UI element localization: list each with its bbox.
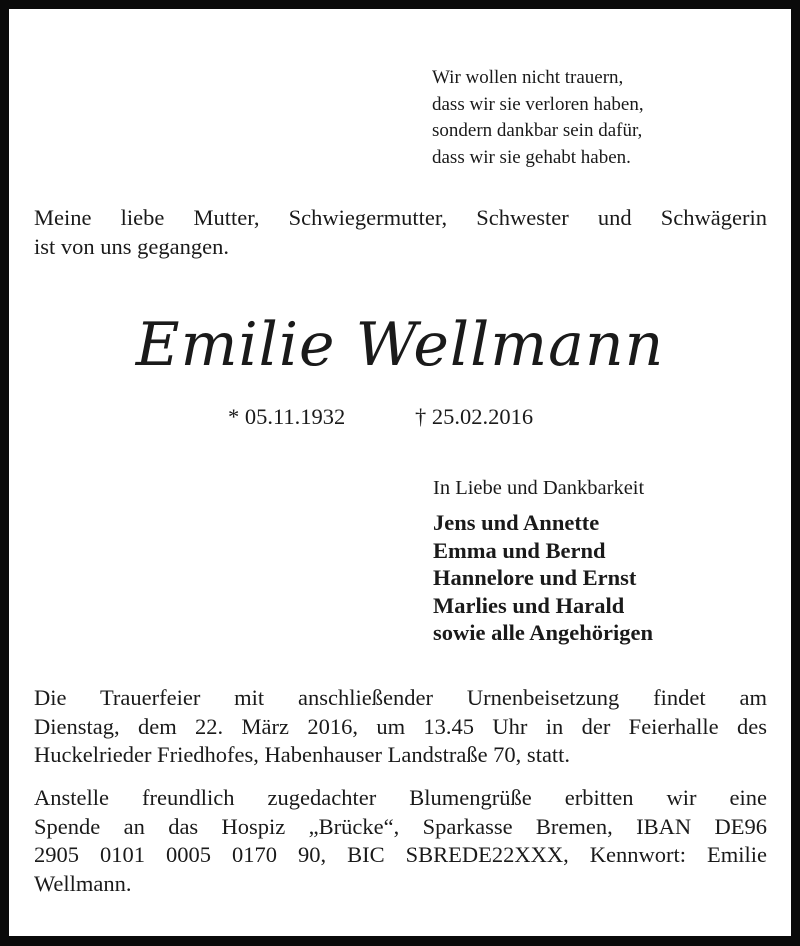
intro-line: Meine liebe Mutter, Schwiegermutter, Schwester und Schwägerin <box>34 205 767 230</box>
mourner-name: sowie alle Angehörigen <box>433 620 653 645</box>
mourner-name: Hannelore und Ernst <box>433 565 637 590</box>
motto-line: sondern dankbar sein dafür, <box>432 120 643 141</box>
service-line: Dienstag, dem 22. März 2016, um 13.45 Uhr in der Feierhalle des <box>34 713 767 739</box>
death-date: † 25.02.2016 <box>415 404 534 429</box>
obituary-notice <box>9 9 791 936</box>
mourner-name: Marlies und Harald <box>433 592 625 618</box>
donation-line: Wellmann. <box>34 870 132 896</box>
motto-line: dass wir sie verloren haben, <box>432 93 644 115</box>
motto-line: dass wir sie gehabt haben. <box>432 146 631 168</box>
motto-line: Wir wollen nicht trauern, <box>432 67 624 88</box>
mourner-name: Jens und Annette <box>433 510 600 535</box>
donation-info <box>34 784 767 898</box>
deceased-name: Emilie Wellmann <box>135 310 665 380</box>
mourner-name: Emma und Bernd <box>433 537 606 563</box>
thanks-line: In Liebe und Dankbarkeit <box>433 477 645 499</box>
mourner-names <box>433 509 653 647</box>
motto-verse <box>432 65 644 171</box>
donation-line: 2905 0101 0005 0170 90, BIC SBREDE22XXX, Kennwort: Emilie <box>34 842 767 867</box>
intro-line: ist von uns gegangen. <box>34 234 229 259</box>
mourners-block <box>433 473 653 647</box>
service-info <box>34 684 767 770</box>
service-line: Die Trauerfeier mit anschließender Urnenbeisetzung findet am <box>34 685 767 710</box>
intro-text <box>34 203 767 261</box>
donation-line: Anstelle freundlich zugedachter Blumengrüße erbitten wir eine <box>34 785 767 810</box>
donation-line: Spende an das Hospiz „Brücke“, Sparkasse Bremen, IBAN DE96 <box>34 813 767 839</box>
service-line: Huckelrieder Friedhofes, Habenhauser Landstraße 70, statt. <box>34 742 571 767</box>
birth-date: * 05.11.1932 <box>228 404 346 429</box>
